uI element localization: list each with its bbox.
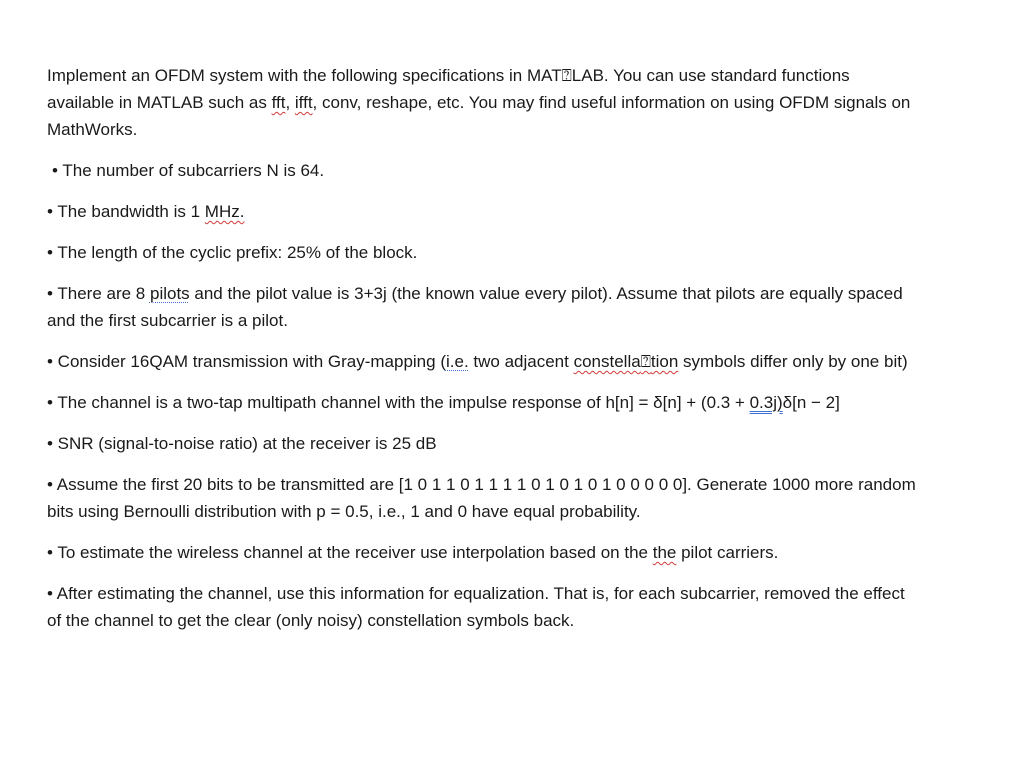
intro-text: Implement an OFDM system with the following specifications in MAT: [47, 66, 562, 85]
intro-paragraph: [47, 62, 917, 143]
document-page: [47, 62, 917, 648]
spellcheck-word: the: [652, 543, 677, 562]
bullet-pilots: [47, 280, 917, 334]
bullet-text: • The number of subcarriers N is 64.: [52, 161, 325, 180]
word-part: constella: [573, 352, 641, 371]
bullet-text: • SNR (signal-to-noise ratio) at the receiver is 25 dB: [47, 434, 437, 453]
bullet-text: • Assume the first 20 bits to be transmitted are [1 0 1 1 0 1 1 1 1 0 1 0 1 0 1 0 0 0 0 0]. Generate 1000 more random bits using Bernoulli distribution with p = 0.5, i.e., 1 and 0 have equal probability.: [47, 475, 916, 521]
spellcheck-word: ifft: [294, 93, 313, 112]
bullet-text: • Consider 16QAM transmission with Gray-mapping (: [47, 352, 446, 371]
missing-glyph: ⍰: [640, 352, 651, 371]
bullet-snr: [47, 430, 917, 457]
bullet-estimation: [47, 539, 917, 566]
grammar-word: pilots: [149, 284, 190, 303]
grammar-word: i.e.: [445, 352, 469, 371]
bullet-text: • To estimate the wireless channel at the receiver use interpolation based on the: [47, 543, 653, 562]
bullet-text: • The length of the cyclic prefix: 25% of the block.: [47, 243, 418, 262]
bullet-bandwidth: [47, 198, 917, 225]
grammar-word: 0.3j): [749, 393, 783, 412]
bullet-text: • The channel is a two-tap multipath channel with the impulse response of h[n] = δ[n] + (0.3 +: [47, 393, 750, 412]
spellcheck-word: MHz.: [204, 202, 245, 221]
bullet-text: • The bandwidth is 1: [47, 202, 205, 221]
bullet-equalization: [47, 580, 917, 634]
bullet-bits: [47, 471, 917, 525]
bullet-channel: [47, 389, 917, 416]
spellcheck-word: fft: [271, 93, 286, 112]
bullet-text: • After estimating the channel, use this information for equalization. That is, for each subcarrier, removed the effect of the channel to get the clear (only noisy) constellation symbols back.: [47, 584, 905, 630]
bullet-text: two adjacent: [468, 352, 574, 371]
bullet-subcarriers: [47, 157, 917, 184]
intro-text: LAB. You can use standard functions available in MATLAB such as: [47, 66, 850, 112]
bullet-text: • There are 8: [47, 284, 150, 303]
bullet-text: and the pilot value is 3+3j (the known value every pilot). Assume that pilots are equally spaced and the first subcarrier is a pilot.: [47, 284, 903, 330]
intro-text: , conv, reshape, etc. You may find useful information on using OFDM signals on MathWorks.: [47, 93, 911, 139]
missing-glyph: ⍰: [561, 66, 572, 85]
bullet-text: symbols differ only by one bit): [678, 352, 908, 371]
bullet-text: δ[n − 2]: [782, 393, 840, 412]
spellcheck-word: [574, 352, 679, 371]
intro-text: ,: [285, 93, 295, 112]
bullet-16qam: [47, 348, 917, 375]
bullet-text: pilot carriers.: [676, 543, 779, 562]
bullet-cyclic-prefix: [47, 239, 917, 266]
word-part: tion: [650, 352, 679, 371]
